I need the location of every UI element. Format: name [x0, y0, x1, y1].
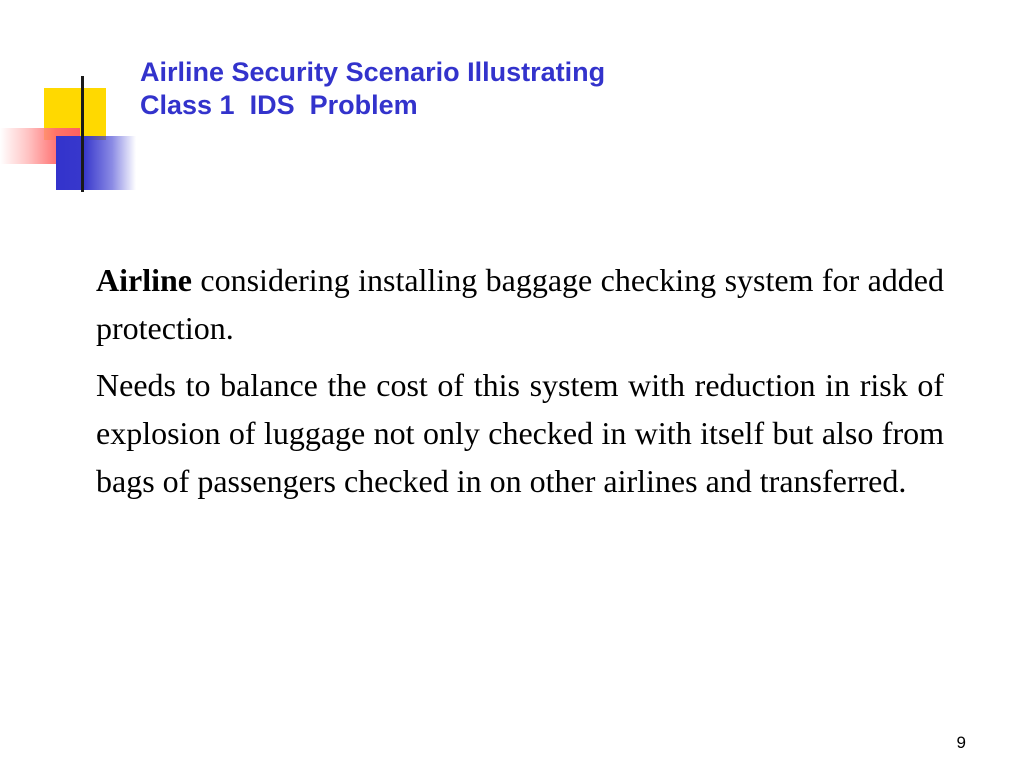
slide-number: 9 — [956, 733, 966, 752]
body-paragraph-1-rest: considering installing baggage checking system for added protection. — [96, 262, 944, 346]
slide-title — [140, 56, 840, 122]
body-paragraph-1 — [96, 256, 944, 352]
logo-blue-square — [56, 136, 136, 190]
body-paragraph-1-bold: Airline — [96, 262, 192, 298]
slide-title-line-2: Class 1 IDS Problem — [140, 90, 418, 120]
logo-vertical-line — [81, 76, 84, 192]
slide-body — [96, 256, 944, 514]
slide-logo-decoration — [0, 0, 140, 200]
body-paragraph-2: Needs to balance the cost of this system with reduction in risk of explosion of luggage not only checked in with itself but also from bags of passengers checked in on other airlines and transferred. — [96, 367, 944, 499]
slide-title-line-1: Airline Security Scenario Illustrating — [140, 57, 606, 87]
